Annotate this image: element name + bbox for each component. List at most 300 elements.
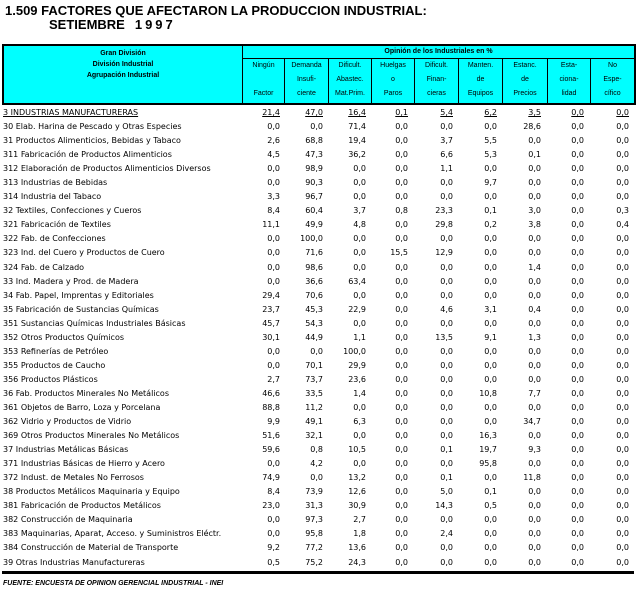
table-row [0,120,637,134]
row-label: 362 Vidrio y Productos de Vidrio [3,417,132,427]
row-value: 4,8 [353,220,366,230]
row-value: 95,8 [479,459,497,469]
page-title: 1.509 FACTORES QUE AFECTARON LA PRODUCCION INDUSTRIAL: [5,3,427,18]
row-value: 31,3 [305,501,323,511]
row-value: 0,0 [571,346,584,356]
row-value: 4,2 [310,459,323,469]
row-value: 0,0 [440,374,453,384]
row-value: 0,0 [616,374,629,384]
row-value: 0,0 [267,164,280,174]
row-label: 321 Fabricación de Textiles [3,220,111,230]
row-value: 0,0 [353,248,366,258]
row-value: 0,4 [616,220,629,230]
row-value: 22,9 [348,304,366,314]
row-value: 0,0 [616,150,629,160]
row-label: 353 Refinerías de Petróleo [3,346,109,356]
row-value: 29,8 [435,220,453,230]
row-value: 0,0 [616,290,629,300]
row-value: 0,0 [528,136,541,146]
header-column-label: Dificult. [425,62,448,69]
row-value: 5,4 [440,108,453,117]
row-value: 70,1 [305,360,323,370]
row-value: 0,0 [267,234,280,244]
row-value: 28,6 [523,122,541,132]
row-value: 0,0 [395,557,408,567]
header-column-label: Insufi- [296,76,317,83]
row-value: 77,2 [305,543,323,553]
row-value: 0,0 [440,402,453,412]
row-value: 11,2 [305,402,323,412]
row-value: 0,0 [395,178,408,188]
header-column [459,59,503,103]
row-value: 0,0 [484,374,497,384]
row-value: 97,3 [305,515,323,525]
row-value: 2,4 [440,529,453,539]
header-column-label: Paros [383,90,403,97]
header-column-label: Ningún [252,62,275,69]
table-row [0,556,637,570]
row-value: 0,0 [571,262,584,272]
table-row [0,443,637,457]
header-division-industrial: División Industrial [92,61,154,68]
table-row [0,162,637,176]
row-value: 0,0 [571,234,584,244]
row-value: 0,0 [616,501,629,511]
row-value: 0,0 [528,290,541,300]
row-value: 0,0 [484,346,497,356]
header-column-label: cífico [604,90,621,97]
row-value: 0,4 [528,304,541,314]
row-label: 369 Otros Productos Minerales No Metálicos [3,431,180,441]
header-gran-division: Gran División [100,50,146,57]
table-row [0,204,637,218]
row-value: 63,4 [348,276,366,286]
row-value: 0,0 [440,290,453,300]
table-row [0,134,637,148]
row-value: 0,0 [616,388,629,398]
header-classification [4,46,243,103]
row-label: 311 Fabricación de Productos Alimenticios [3,150,172,160]
row-value: 98,6 [305,262,323,272]
row-value: 0,0 [571,318,584,328]
row-value: 30,1 [262,332,280,342]
row-value: 5,3 [484,150,497,160]
header-column-label: Estanc. [513,62,537,69]
table-row [0,289,637,303]
row-value: 75,2 [305,557,323,567]
row-value: 24,3 [348,557,366,567]
row-value: 46,6 [262,388,280,398]
row-value: 0,1 [395,108,408,117]
row-value: 0,0 [484,515,497,525]
row-value: 0,0 [616,473,629,483]
row-value: 0,0 [571,248,584,258]
row-value: 0,0 [395,192,408,202]
table-row [0,218,637,232]
header-column [372,59,415,103]
row-value: 1,1 [440,164,453,174]
row-label: 35 Fabricación de Sustancias Químicas [3,304,159,314]
row-value: 0,0 [616,543,629,553]
row-value: 0,0 [395,487,408,497]
header-column [591,59,634,103]
row-value: 6,6 [440,150,453,160]
table-row [0,541,637,555]
row-value: 2,7 [267,374,280,384]
row-label: 355 Productos de Caucho [3,360,106,370]
row-value: 1,1 [353,332,366,342]
row-value: 0,0 [353,431,366,441]
row-value: 0,0 [616,108,629,117]
header-column-label: de [476,76,485,83]
row-value: 0,0 [353,192,366,202]
row-label: 324 Fab. de Calzado [3,262,85,272]
row-value: 74,9 [262,473,280,483]
header-column-label: o [391,76,395,83]
row-value: 0,0 [484,290,497,300]
row-value: 73,9 [305,487,323,497]
row-value: 0,0 [571,206,584,216]
row-value: 0,0 [267,459,280,469]
row-value: 7,7 [528,388,541,398]
row-value: 0,0 [395,402,408,412]
row-value: 0,0 [395,501,408,511]
row-value: 0,0 [616,487,629,497]
row-value: 0,8 [395,206,408,216]
row-value: 1,8 [353,529,366,539]
row-value: 11,8 [523,473,541,483]
row-value: 0,0 [440,360,453,370]
row-value: 88,8 [262,402,280,412]
header-column [415,59,459,103]
row-label: 39 Otras Industrias Manufactureras [3,557,145,567]
row-value: 0,0 [616,515,629,525]
row-value: 0,0 [571,515,584,525]
row-value: 0,0 [484,192,497,202]
row-value: 30,9 [348,501,366,511]
row-value: 3,7 [353,206,366,216]
row-value: 0,0 [267,262,280,272]
row-value: 0,0 [484,276,497,286]
row-value: 0,1 [440,473,453,483]
row-value: 0,0 [395,136,408,146]
table-row [0,485,637,499]
row-value: 0,0 [484,417,497,427]
row-value: 33,5 [305,388,323,398]
row-value: 0,1 [440,445,453,455]
source-note: FUENTE: ENCUESTA DE OPINION GERENCIAL INDUSTRIAL - INEI [3,580,224,587]
row-value: 0,0 [571,431,584,441]
row-value: 0,0 [484,557,497,567]
row-value: 0,0 [310,473,323,483]
row-value: 4,5 [267,150,280,160]
header-column-label: Equipos [467,90,494,97]
row-value: 0,0 [571,136,584,146]
table-row [0,429,637,443]
row-value: 0,5 [267,557,280,567]
row-value: 0,0 [528,374,541,384]
row-value: 9,1 [484,332,497,342]
table-row [0,401,637,415]
row-value: 0,0 [440,262,453,272]
row-value: 0,1 [528,150,541,160]
row-value: 0,0 [353,262,366,272]
row-value: 0,0 [484,402,497,412]
row-label: 361 Objetos de Barro, Loza y Porcelana [3,402,161,412]
header-column-label: No [608,62,617,69]
table-row [0,261,637,275]
row-value: 0,0 [395,164,408,174]
row-label: 34 Fab. Papel, Imprentas y Editoriales [3,290,154,300]
row-value: 0,0 [395,515,408,525]
row-label: 313 Industrias de Bebidas [3,178,108,188]
row-label: 356 Productos Plásticos [3,374,98,384]
row-value: 29,9 [348,360,366,370]
header-column-label: Espe- [603,76,622,83]
row-label: 383 Maquinarias, Aparat, Acceso. y Suministros Eléctr. [3,529,222,539]
row-value: 0,0 [571,304,584,314]
row-value: 0,0 [528,276,541,286]
header-column-label: Precios [513,90,537,97]
header-column-label: Manten. [467,62,494,69]
row-value: 12,9 [435,248,453,258]
row-value: 51,6 [262,431,280,441]
row-value: 0,0 [395,445,408,455]
row-value: 5,0 [440,487,453,497]
row-value: 11,1 [262,220,280,230]
table-row [0,359,637,373]
row-value: 0,0 [395,360,408,370]
row-value: 70,6 [305,290,323,300]
row-label: 351 Sustancias Químicas Industriales Básicas [3,318,186,328]
row-value: 49,9 [305,220,323,230]
row-value: 19,4 [348,136,366,146]
row-value: 0,3 [616,206,629,216]
header-column [548,59,591,103]
row-value: 13,6 [348,543,366,553]
row-value: 16,3 [479,431,497,441]
row-value: 49,1 [305,417,323,427]
row-value: 0,0 [395,417,408,427]
row-label: 314 Industria del Tabaco [3,192,102,202]
row-value: 0,0 [440,431,453,441]
row-value: 2,7 [353,515,366,525]
row-value: 0,0 [440,515,453,525]
header-agrupacion-industrial: Agrupación Industrial [86,72,160,79]
row-value: 0,0 [528,360,541,370]
row-value: 0,0 [616,304,629,314]
row-value: 0,0 [440,318,453,328]
row-value: 0,0 [528,529,541,539]
row-value: 0,0 [616,431,629,441]
row-value: 9,9 [267,417,280,427]
row-value: 0,0 [267,178,280,188]
row-value: 0,0 [571,360,584,370]
row-value: 0,0 [616,360,629,370]
row-value: 0,0 [571,220,584,230]
table-row [0,106,637,120]
row-value: 0,0 [528,402,541,412]
row-value: 0,0 [395,318,408,328]
row-value: 0,0 [616,136,629,146]
row-label: 32 Textiles, Confecciones y Cueros [3,206,142,216]
row-value: 73,7 [305,374,323,384]
row-value: 1,4 [353,388,366,398]
row-value: 6,2 [484,108,497,117]
row-value: 0,0 [616,332,629,342]
row-value: 0,0 [267,360,280,370]
row-label: 323 Ind. del Cuero y Productos de Cuero [3,248,165,258]
row-value: 8,4 [267,206,280,216]
row-value: 0,0 [571,487,584,497]
row-value: 98,9 [305,164,323,174]
row-value: 1,3 [528,332,541,342]
row-value: 0,0 [310,346,323,356]
row-value: 9,3 [528,445,541,455]
row-label: 371 Industrias Básicas de Hierro y Acero [3,459,165,469]
table-row [0,415,637,429]
row-value: 0,0 [528,346,541,356]
row-label: 36 Fab. Productos Minerales No Metálicos [3,388,169,398]
row-value: 0,0 [395,473,408,483]
header-group-title: Opinión de los Industriales en % [243,46,634,59]
row-value: 0,0 [616,178,629,188]
row-value: 0,0 [440,178,453,188]
row-value: 0,1 [484,206,497,216]
row-value: 44,9 [305,332,323,342]
table-row [0,317,637,331]
page-subtitle [49,17,176,32]
row-label: 382 Construcción de Maquinaria [3,515,133,525]
row-value: 34,7 [523,417,541,427]
row-value: 0,2 [484,220,497,230]
row-value: 0,0 [571,388,584,398]
row-value: 59,6 [262,445,280,455]
row-value: 0,0 [440,388,453,398]
row-value: 4,6 [440,304,453,314]
row-value: 0,0 [616,402,629,412]
subtitle-year: 1997 [134,17,176,32]
row-value: 0,0 [616,459,629,469]
row-value: 0,0 [353,234,366,244]
table-row [0,499,637,513]
row-value: 0,0 [484,234,497,244]
row-value: 0,0 [571,402,584,412]
table-row [0,176,637,190]
table-row [0,246,637,260]
header-column-label: Finan- [426,76,447,83]
row-value: 0,0 [440,276,453,286]
row-value: 0,0 [571,529,584,539]
row-value: 0,0 [616,529,629,539]
row-value: 0,0 [440,234,453,244]
row-value: 0,0 [571,501,584,511]
row-label: 312 Elaboración de Productos Alimenticios Diversos [3,164,211,174]
row-value: 0,0 [616,346,629,356]
row-value: 0,0 [528,248,541,258]
row-value: 0,0 [440,417,453,427]
header-column-label: ciona- [559,76,579,83]
header-column-label: cieras [427,90,446,97]
table-row [0,303,637,317]
row-value: 0,0 [353,459,366,469]
row-value: 0,1 [484,487,497,497]
header-column [243,59,285,103]
row-value: 0,0 [395,276,408,286]
row-value: 0,0 [395,543,408,553]
row-value: 0,0 [267,346,280,356]
row-value: 0,0 [353,178,366,188]
row-value: 0,0 [267,122,280,132]
row-label: 381 Fabricación de Productos Metálicos [3,501,161,511]
row-value: 0,0 [528,431,541,441]
row-value: 0,0 [571,122,584,132]
header-column [329,59,372,103]
row-value: 0,0 [395,304,408,314]
row-value: 0,0 [484,122,497,132]
row-value: 0,0 [395,150,408,160]
header-column-label: ciente [297,90,316,97]
header-column-label: Demanda [291,62,322,69]
header-column-label: Abastec. [336,76,364,83]
row-value: 0,0 [528,487,541,497]
row-value: 0,0 [267,276,280,286]
row-value: 23,7 [262,304,280,314]
row-value: 3,0 [528,206,541,216]
row-value: 0,0 [484,248,497,258]
row-value: 0,0 [571,108,584,117]
row-value: 0,0 [395,290,408,300]
row-value: 3,5 [528,108,541,117]
row-value: 100,0 [300,234,323,244]
row-value: 71,4 [348,122,366,132]
row-value: 0,0 [395,388,408,398]
row-value: 0,0 [353,318,366,328]
row-value: 0,0 [395,262,408,272]
row-value: 0,0 [267,515,280,525]
row-value: 68,8 [305,136,323,146]
row-label: 37 Industrias Metálicas Básicas [3,445,129,455]
row-value: 9,2 [267,543,280,553]
row-value: 0,0 [440,192,453,202]
row-value: 0,0 [616,445,629,455]
row-value: 0,0 [571,150,584,160]
row-value: 5,5 [484,136,497,146]
header-column-label: lidad [561,90,577,97]
row-value: 0,0 [484,473,497,483]
row-value: 0,0 [528,178,541,188]
row-value: 0,0 [484,164,497,174]
row-value: 12,6 [348,487,366,497]
row-value: 0,5 [484,501,497,511]
table-row [0,232,637,246]
row-value: 36,6 [305,276,323,286]
row-value: 90,3 [305,178,323,188]
row-value: 0,0 [616,248,629,258]
table-row [0,387,637,401]
row-value: 0,0 [440,459,453,469]
header-column [285,59,329,103]
row-value: 0,0 [395,346,408,356]
row-value: 0,0 [616,234,629,244]
header-column-label: Esta- [560,62,578,69]
row-label: 372 Indust. de Metales No Ferrosos [3,473,144,483]
row-value: 0,0 [484,360,497,370]
row-value: 0,0 [616,122,629,132]
row-value: 0,0 [571,459,584,469]
row-value: 0,0 [571,417,584,427]
row-label: 31 Productos Alimenticios, Bebidas y Tabaco [3,136,181,146]
